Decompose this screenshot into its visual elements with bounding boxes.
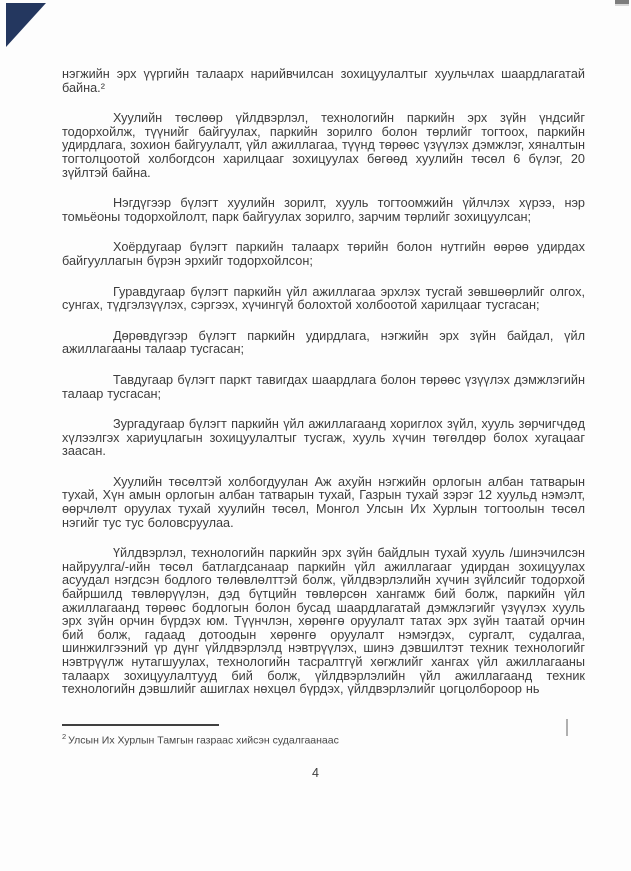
paragraph: Дөрөвдүгээр бүлэгт паркийн удирдлага, нэгжийн эрх зүйн байдал, үйл ажиллагааны талаар тусгасан; <box>62 328 585 357</box>
page-corner-fold-artifact <box>6 3 46 47</box>
paragraph: нэгжийн эрх үүргийн талаарх нарийвчилсан зохицуулалтыг хуульчлах шаардлагатай байна.² <box>62 67 585 95</box>
paragraph: Нэгдүгээр бүлэгт хуулийн зорилт, хууль тогтоомжийн үйлчлэх хүрээ, нэр томьёоны тодорхойлолт, парк байгуулах зорилго, зарчим төрлийг зохицуулсан; <box>62 196 585 224</box>
page-number: 4 <box>312 766 319 780</box>
paragraph: Үйлдвэрлэл, технологийн паркийн эрх зүйн байдлын тухай хууль /шинэчилсэн найруулга/-ийн төсөл батлагдсанаар паркийн үйл ажиллагааг удирдан зохицуулах асуудал нэгдсэн бодлого төлөвлөлттэй болж, үйлдвэрлэлийн хүчин зүйлсийг тодорхой байршилд төвлөрүүлэн, дэд бүтцийн төвлөрсөн хангамж бий болж, паркийн үйл ажиллагаанд төрөөс бодлогын болон бусад шаардлагатай дэмжлэгийг үзүүлэх хууль эрх зүйн орчин бүрдэх юм. Түүнчлэн, хөрөнгө оруулалт татах эрх зүйн таатай орчин бий болж, гадаад дотоодын хөрөнгө оруулалт нэмэгдэх, сургалт, судалгаа, шинжилгээний үр дүнг үйлдвэрлэлд нэвтрүүлэх, шинэ дэвшилтэт техник технологийг нэвтрүүлж нутагшуулах, технологийн тасралтгүй хөгжлийг хангах үйл ажиллагааны талаарх зохицуулалтууд бий болж, үйлдвэрлэлийн үйл ажиллагаанд техник технологийн дэвшлийг ашиглах нөхцөл бүрдэх, үйлдвэрлэлийг цогцолбороор нь <box>62 546 585 697</box>
scanner-mark-artifact <box>615 0 629 4</box>
paragraph: Хуулийн төслөөр үйлдвэрлэл, технологийн паркийн эрх зүйн үндсийг тодорхойлж, түүнийг байгуулах, паркийн зорилго болон төрлийг тогтоох, паркийн удирдлага, зохион байгуулалт, үйл ажиллагаа, түүнд төрөөс үзүүлэх дэмжлэг, хяналтын тогтолцоотой холбогдсон харилцааг зохицуулах бөгөөд хуулийн төсөл 6 бүлэг, 20 зүйлтэй байна. <box>62 111 585 180</box>
scan-line-artifact <box>566 719 568 736</box>
paragraph: Хоёрдугаар бүлэгт паркийн талаарх төрийн болон нутгийн өөрөө удирдах байгууллагын бүрэн эрхийг тодорхойлсон; <box>62 240 585 268</box>
footnote-separator <box>62 724 219 726</box>
footnote <box>62 732 542 747</box>
document-body <box>62 68 585 714</box>
paragraph: Зургадугаар бүлэгт паркийн үйл ажиллагаанд хориглох зүйл, хууль зөрчигчдөд хүлээлгэх хариуцлагын зохицуулалтыг тусгаж, хууль хүчин төгөлдөр болох хугацааг заасан. <box>62 417 585 459</box>
paragraph: Хуулийн төсөлтэй холбогдуулан Аж ахуйн нэгжийн орлогын албан татварын тухай, Хүн амын орлогын албан татварын тухай, Газрын тухай зэрэг 12 хуульд нэмэлт, өөрчлөлт оруулах тухай хуулийн төсөл, Монгол Улсын Их Хурлын тогтоолын төсөл нэгийг тус тус боловсруулаа. <box>62 474 585 530</box>
footnote-text: Улсын Их Хурлын Тамгын газраас хийсэн судалгаанаас <box>68 734 339 747</box>
paragraph: Гуравдугаар бүлэгт паркийн үйл ажиллагаа эрхлэх тусгай зөвшөөрлийг олгох, сунгах, түдгэлзүүлэх, сэргээх, хүчингүй болохтой холбоотой харилцааг тусгасан; <box>62 284 585 313</box>
footnote-marker: 2 <box>62 732 67 741</box>
paragraph: Тавдугаар бүлэгт паркт тавигдах шаардлага болон төрөөс үзүүлэх дэмжлэгийн талаар тусгасан; <box>62 372 585 401</box>
